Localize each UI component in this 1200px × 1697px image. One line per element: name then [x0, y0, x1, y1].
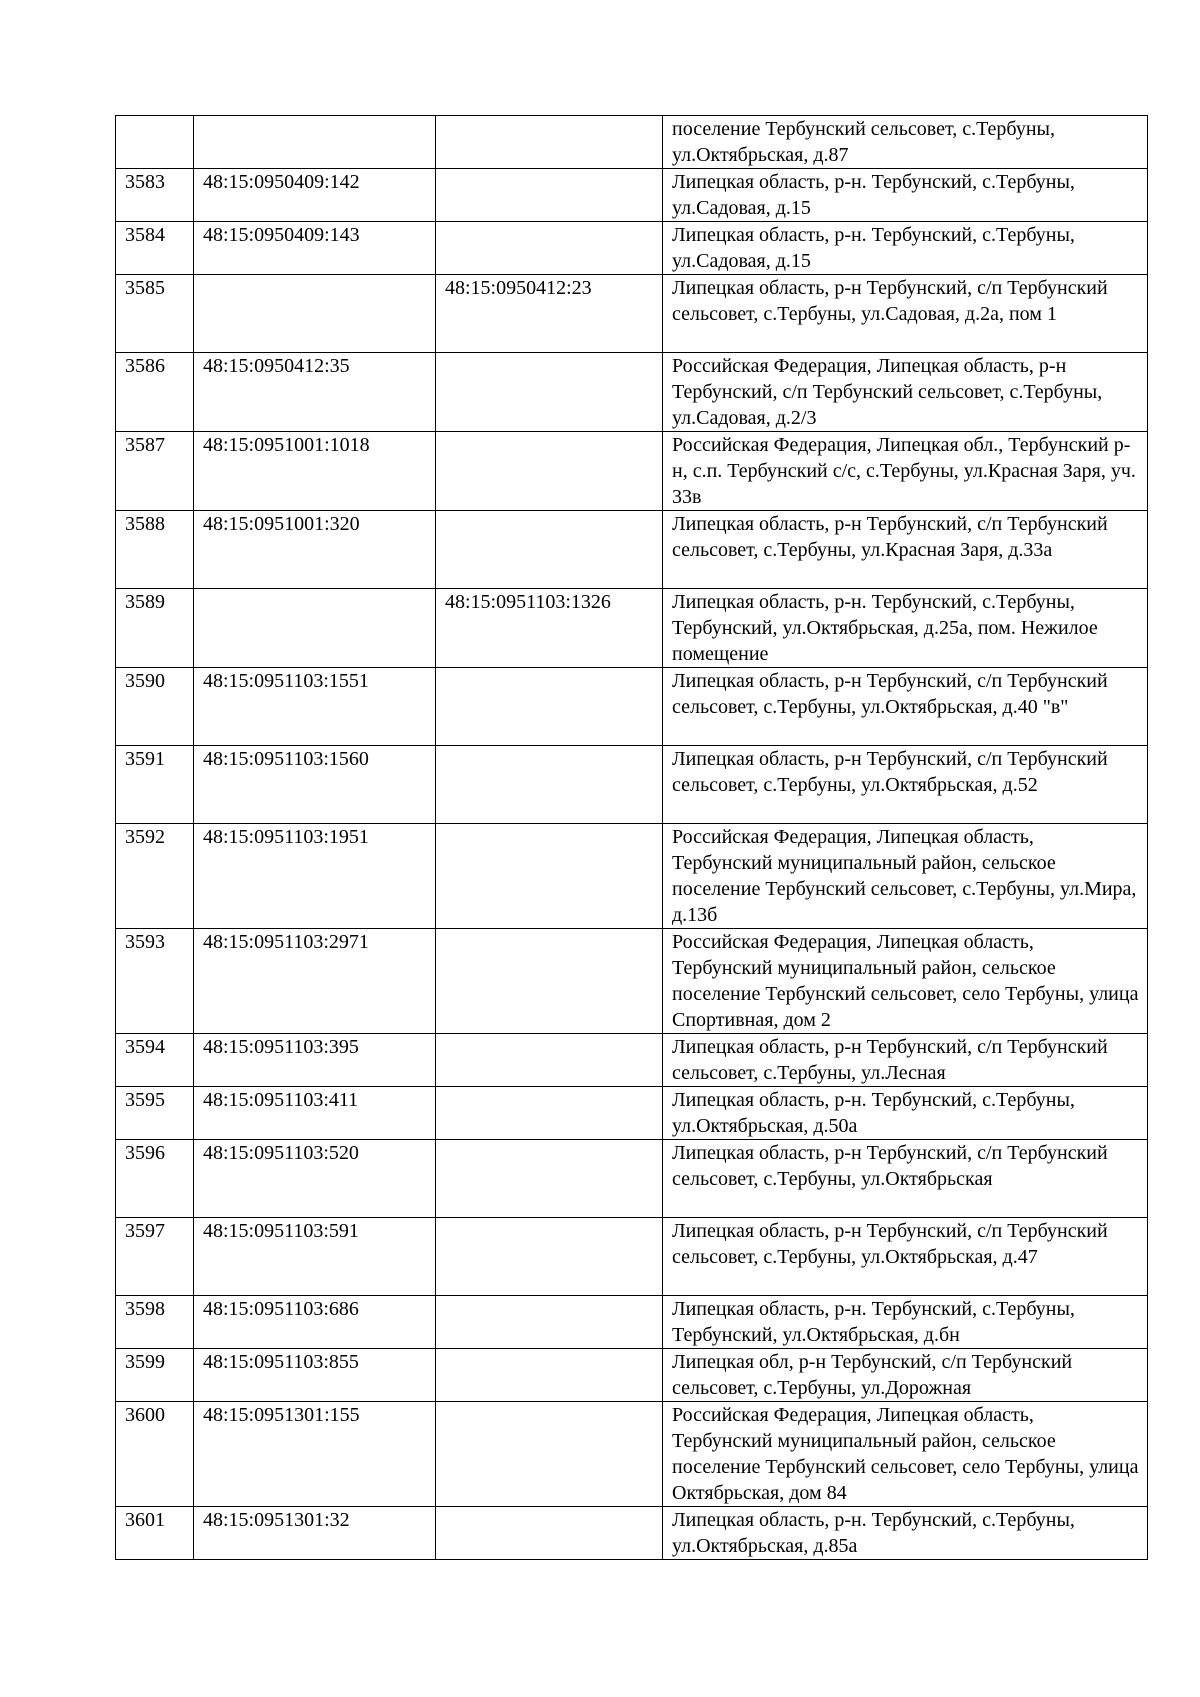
table-row — [116, 169, 1148, 222]
row-number-cell: 3589 — [116, 589, 194, 668]
table-row — [116, 1402, 1148, 1507]
address-cell: Липецкая область, р-н. Тербунский, с.Тербуны, ул.Октябрьская, д.85а — [663, 1507, 1148, 1560]
land-cadastral-number-cell: 48:15:0951103:395 — [194, 1034, 436, 1087]
address-cell: Липецкая область, р-н. Тербунский, с.Тербуны, Тербунский, ул.Октябрьская, д.бн — [663, 1296, 1148, 1349]
land-cadastral-number-cell: 48:15:0951001:1018 — [194, 432, 436, 511]
row-number-cell: 3585 — [116, 275, 194, 353]
row-number-cell: 3598 — [116, 1296, 194, 1349]
land-cadastral-number-cell: 48:15:0951001:320 — [194, 511, 436, 589]
row-number-cell: 3596 — [116, 1140, 194, 1218]
address-cell: Липецкая область, р-н Тербунский, с/п Тербунский сельсовет, с.Тербуны, ул.Лесная — [663, 1034, 1148, 1087]
building-cadastral-number-cell — [436, 511, 663, 589]
address-cell: Липецкая область, р-н Тербунский, с/п Тербунский сельсовет, с.Тербуны, ул.Садовая, д.2а, пом 1 — [663, 275, 1148, 353]
building-cadastral-number-cell: 48:15:0950412:23 — [436, 275, 663, 353]
address-cell: Липецкая область, р-н Тербунский, с/п Тербунский сельсовет, с.Тербуны, ул.Красная Заря, д.33а — [663, 511, 1148, 589]
row-number-cell: 3597 — [116, 1218, 194, 1296]
table-row — [116, 116, 1148, 169]
address-cell: Российская Федерация, Липецкая обл., Тербунский р-н, с.п. Тербунский с/с, с.Тербуны, ул.Красная Заря, уч. 33в — [663, 432, 1148, 511]
table-row — [116, 275, 1148, 353]
land-cadastral-number-cell: 48:15:0951103:855 — [194, 1349, 436, 1402]
building-cadastral-number-cell — [436, 668, 663, 746]
row-number-cell: 3593 — [116, 929, 194, 1034]
land-cadastral-number-cell — [194, 275, 436, 353]
row-number-cell: 3583 — [116, 169, 194, 222]
address-cell: Российская Федерация, Липецкая область, Тербунский муниципальный район, сельское поселение Тербунский сельсовет, село Тербуны, улица Спортивная, дом 2 — [663, 929, 1148, 1034]
registry-table — [115, 115, 1148, 1560]
building-cadastral-number-cell — [436, 169, 663, 222]
row-number-cell: 3588 — [116, 511, 194, 589]
address-cell: Липецкая область, р-н. Тербунский, с.Тербуны, ул.Октябрьская, д.50а — [663, 1087, 1148, 1140]
land-cadastral-number-cell: 48:15:0951103:1560 — [194, 746, 436, 824]
building-cadastral-number-cell — [436, 353, 663, 432]
building-cadastral-number-cell — [436, 824, 663, 929]
address-cell: Российская Федерация, Липецкая область, р-н Тербунский, с/п Тербунский сельсовет, с.Тербуны, ул.Садовая, д.2/3 — [663, 353, 1148, 432]
table-row — [116, 1507, 1148, 1560]
land-cadastral-number-cell: 48:15:0951103:591 — [194, 1218, 436, 1296]
address-cell: Липецкая область, р-н. Тербунский, с.Тербуны, ул.Садовая, д.15 — [663, 222, 1148, 275]
address-cell: Липецкая область, р-н Тербунский, с/п Тербунский сельсовет, с.Тербуны, ул.Октябрьская, д.47 — [663, 1218, 1148, 1296]
registry-table-body — [116, 116, 1148, 1560]
building-cadastral-number-cell — [436, 1140, 663, 1218]
land-cadastral-number-cell: 48:15:0950409:142 — [194, 169, 436, 222]
row-number-cell: 3601 — [116, 1507, 194, 1560]
land-cadastral-number-cell: 48:15:0951301:32 — [194, 1507, 436, 1560]
row-number-cell: 3594 — [116, 1034, 194, 1087]
table-row — [116, 1034, 1148, 1087]
land-cadastral-number-cell: 48:15:0950409:143 — [194, 222, 436, 275]
building-cadastral-number-cell — [436, 116, 663, 169]
building-cadastral-number-cell — [436, 222, 663, 275]
address-cell: Липецкая обл, р-н Тербунский, с/п Тербунский сельсовет, с.Тербуны, ул.Дорожная — [663, 1349, 1148, 1402]
table-row — [116, 824, 1148, 929]
land-cadastral-number-cell: 48:15:0951301:155 — [194, 1402, 436, 1507]
row-number-cell: 3595 — [116, 1087, 194, 1140]
table-row — [116, 432, 1148, 511]
row-number-cell: 3600 — [116, 1402, 194, 1507]
table-row — [116, 1218, 1148, 1296]
building-cadastral-number-cell — [436, 432, 663, 511]
table-row — [116, 746, 1148, 824]
land-cadastral-number-cell: 48:15:0951103:411 — [194, 1087, 436, 1140]
building-cadastral-number-cell — [436, 1507, 663, 1560]
address-cell: Липецкая область, р-н Тербунский, с/п Тербунский сельсовет, с.Тербуны, ул.Октябрьская — [663, 1140, 1148, 1218]
building-cadastral-number-cell — [436, 746, 663, 824]
land-cadastral-number-cell: 48:15:0951103:1951 — [194, 824, 436, 929]
building-cadastral-number-cell — [436, 1349, 663, 1402]
table-row — [116, 668, 1148, 746]
row-number-cell: 3587 — [116, 432, 194, 511]
address-cell: поселение Тербунский сельсовет, с.Тербуны, ул.Октябрьская, д.87 — [663, 116, 1148, 169]
land-cadastral-number-cell: 48:15:0950412:35 — [194, 353, 436, 432]
land-cadastral-number-cell — [194, 116, 436, 169]
table-row — [116, 1140, 1148, 1218]
address-cell: Российская Федерация, Липецкая область, Тербунский муниципальный район, сельское поселение Тербунский сельсовет, с.Тербуны, ул.Мира, д.13б — [663, 824, 1148, 929]
row-number-cell: 3591 — [116, 746, 194, 824]
table-row — [116, 353, 1148, 432]
table-row — [116, 929, 1148, 1034]
row-number-cell: 3586 — [116, 353, 194, 432]
table-row — [116, 222, 1148, 275]
building-cadastral-number-cell: 48:15:0951103:1326 — [436, 589, 663, 668]
land-cadastral-number-cell: 48:15:0951103:1551 — [194, 668, 436, 746]
land-cadastral-number-cell: 48:15:0951103:2971 — [194, 929, 436, 1034]
address-cell: Липецкая область, р-н. Тербунский, с.Тербуны, ул.Садовая, д.15 — [663, 169, 1148, 222]
address-cell: Российская Федерация, Липецкая область, Тербунский муниципальный район, сельское поселение Тербунский сельсовет, село Тербуны, улица Октябрьская, дом 84 — [663, 1402, 1148, 1507]
table-row — [116, 1087, 1148, 1140]
table-row — [116, 1349, 1148, 1402]
building-cadastral-number-cell — [436, 1296, 663, 1349]
table-row — [116, 589, 1148, 668]
address-cell: Липецкая область, р-н Тербунский, с/п Тербунский сельсовет, с.Тербуны, ул.Октябрьская, д.40 "в" — [663, 668, 1148, 746]
land-cadastral-number-cell — [194, 589, 436, 668]
row-number-cell — [116, 116, 194, 169]
address-cell: Липецкая область, р-н Тербунский, с/п Тербунский сельсовет, с.Тербуны, ул.Октябрьская, д.52 — [663, 746, 1148, 824]
row-number-cell: 3590 — [116, 668, 194, 746]
row-number-cell: 3592 — [116, 824, 194, 929]
building-cadastral-number-cell — [436, 1034, 663, 1087]
building-cadastral-number-cell — [436, 1402, 663, 1507]
building-cadastral-number-cell — [436, 929, 663, 1034]
building-cadastral-number-cell — [436, 1218, 663, 1296]
table-row — [116, 511, 1148, 589]
land-cadastral-number-cell: 48:15:0951103:686 — [194, 1296, 436, 1349]
row-number-cell: 3599 — [116, 1349, 194, 1402]
address-cell: Липецкая область, р-н. Тербунский, с.Тербуны, Тербунский, ул.Октябрьская, д.25а, пом. Нежилое помещение — [663, 589, 1148, 668]
row-number-cell: 3584 — [116, 222, 194, 275]
building-cadastral-number-cell — [436, 1087, 663, 1140]
table-row — [116, 1296, 1148, 1349]
land-cadastral-number-cell: 48:15:0951103:520 — [194, 1140, 436, 1218]
